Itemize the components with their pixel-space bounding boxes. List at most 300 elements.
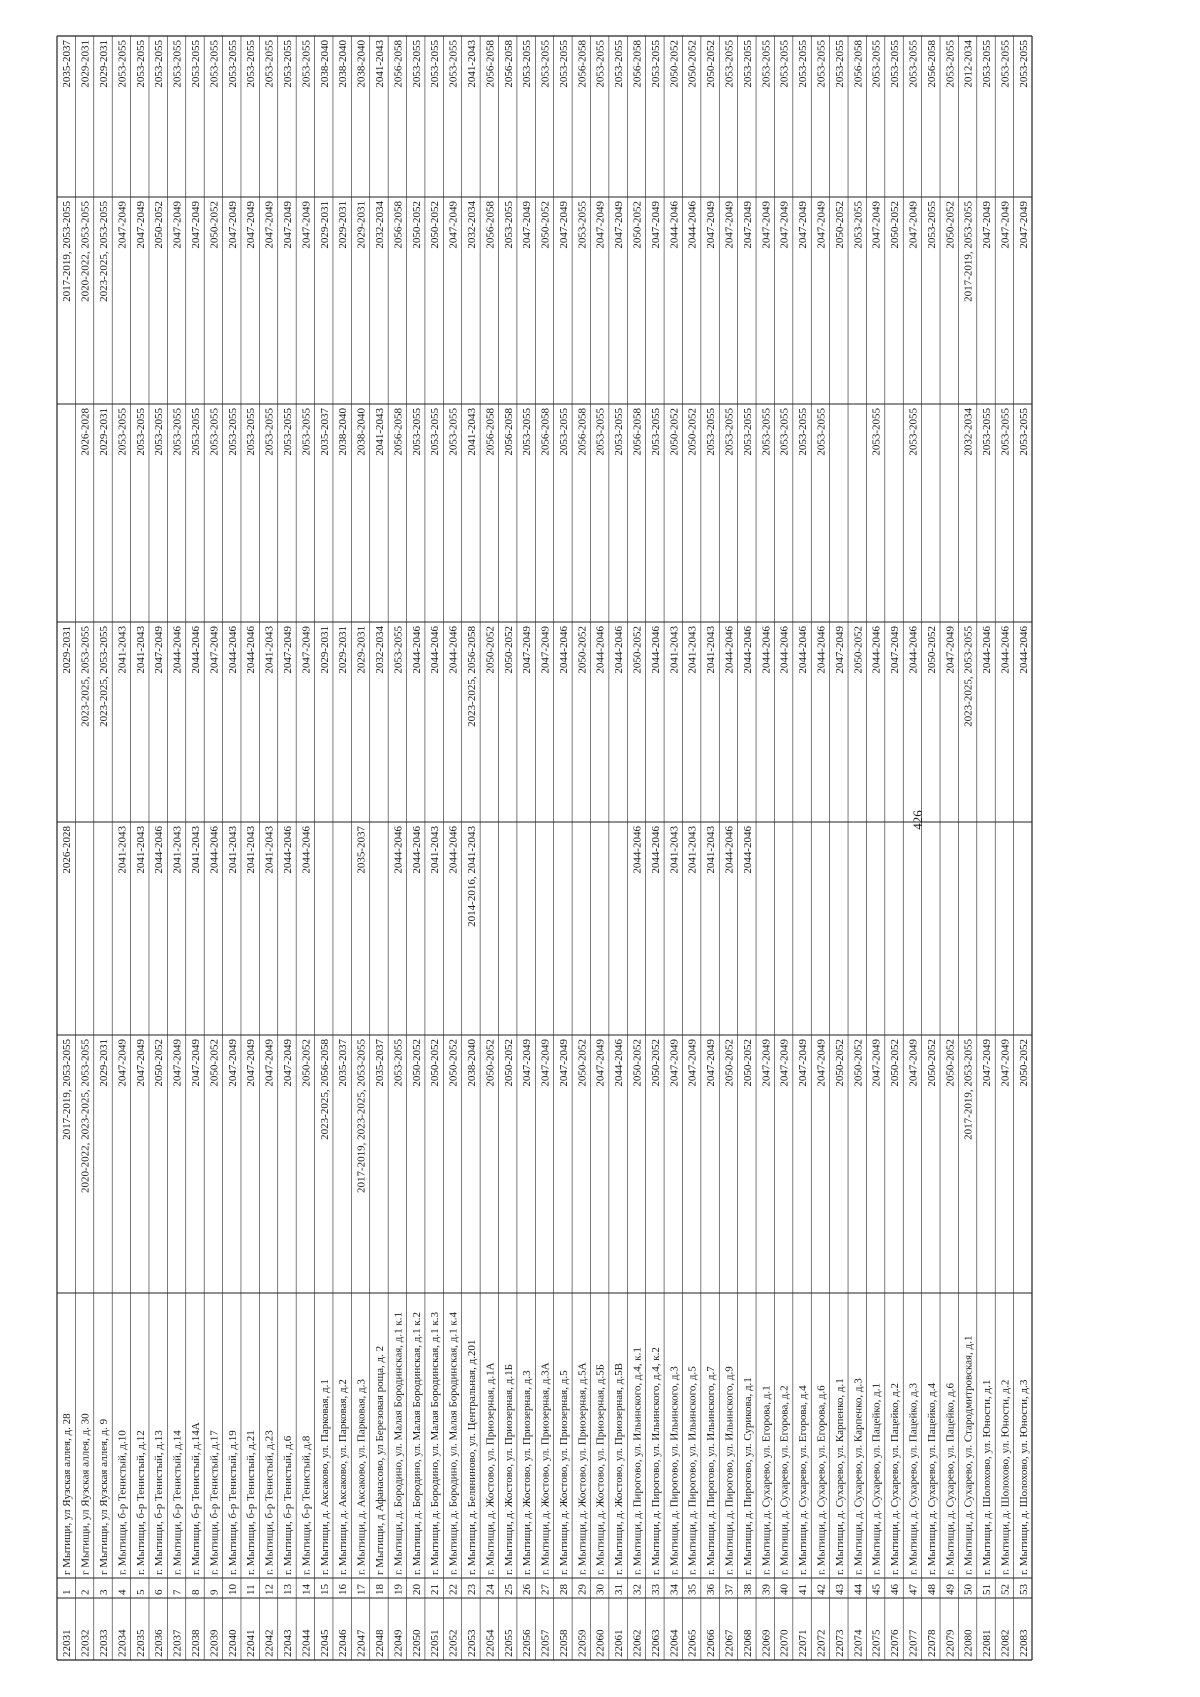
table-cell: 2047-2049 xyxy=(116,201,129,249)
table-cell: г. Мытищи, д. Сухарево, ул. Карпенко, д.1 xyxy=(833,1378,846,1575)
table-cell: 2053-2055 xyxy=(613,408,626,456)
table-cell: 22033 xyxy=(98,1629,110,1657)
table-cell: 2047-2049 xyxy=(116,1039,129,1087)
table-cell: 2053-2055 xyxy=(521,40,534,88)
table-cell: 2056-2058 xyxy=(484,40,497,88)
table-cell: 2029-2031 xyxy=(318,201,331,249)
table-cell: г. Мытищи, б-р Тенистый, д.14А xyxy=(190,1422,202,1575)
table-cell: 22064 xyxy=(668,1629,681,1657)
table-cell: 2056-2058 xyxy=(576,408,589,456)
table-cell: 2041-2043 xyxy=(116,826,129,874)
table-cell: 22041 xyxy=(245,1629,258,1657)
table-cell: г. Мытищи, д. Пирогово, ул. Ильинского, д.3 xyxy=(668,1366,681,1575)
table-cell: 2044-2046 xyxy=(631,826,644,874)
table-cell: 2053-2055 xyxy=(760,40,773,88)
table-cell: 43 xyxy=(833,1584,846,1595)
table-cell: 2044-2046 xyxy=(208,826,221,874)
table-cell: 38 xyxy=(741,1584,754,1595)
table-cell: 2047-2049 xyxy=(907,201,920,249)
table-cell: 2017-2019, 2053-2055 xyxy=(962,1039,975,1140)
table-cell: 22068 xyxy=(741,1629,754,1657)
table-cell: 22055 xyxy=(502,1629,515,1657)
table-cell: 2053-2055 xyxy=(999,40,1012,88)
table-cell: 2044-2046 xyxy=(649,626,662,674)
table-cell: 2047-2049 xyxy=(944,626,957,674)
table-cell: 2035-2037 xyxy=(61,40,74,88)
table-cell: 2053-2055 xyxy=(410,408,423,456)
table-cell: 2044-2046 xyxy=(723,826,736,874)
table-cell: 2053-2055 xyxy=(171,408,184,456)
table-cell: 30 xyxy=(594,1584,607,1595)
table-cell: г. Мытищи, б-р Тенистый, д.6 xyxy=(282,1435,294,1575)
table-cell: 2050-2052 xyxy=(484,1039,497,1087)
table-cell: 2047-2049 xyxy=(741,201,754,249)
table-cell: 2056-2058 xyxy=(392,408,405,456)
table-cell: 2050-2052 xyxy=(502,626,515,674)
table-cell: 2047-2049 xyxy=(153,626,166,674)
table-cell: 2053-2055 xyxy=(815,40,828,88)
table-cell: 2047-2049 xyxy=(263,201,276,249)
table-cell: 2056-2058 xyxy=(484,201,497,249)
table-cell: 2041-2043 xyxy=(374,408,386,456)
table-cell: 45 xyxy=(870,1584,883,1595)
table-cell: 2053-2055 xyxy=(190,408,202,456)
table-cell: 22036 xyxy=(153,1629,166,1657)
table-cell: 2050-2052 xyxy=(484,626,497,674)
table-cell: г. Мытищи, б-р Тенистый, д.10 xyxy=(116,1430,129,1575)
table-cell: 2047-2049 xyxy=(797,201,810,249)
table-cell: 2050-2052 xyxy=(153,1039,166,1087)
table-cell: 22066 xyxy=(705,1629,718,1657)
table-cell: 2053-2055 xyxy=(263,40,276,88)
table-cell: 2029-2031 xyxy=(355,201,368,249)
table-cell: 2053-2055 xyxy=(521,408,534,456)
table-cell: 35 xyxy=(686,1584,699,1595)
table-cell: 2029-2031 xyxy=(337,201,350,249)
table-cell: 2053-2055 xyxy=(870,408,883,456)
table-cell: 2056-2058 xyxy=(502,408,515,456)
table-cell: г. Мытищи, д. Жостово, ул. Приозерная, д.5 xyxy=(557,1370,570,1575)
table-cell: 2047-2049 xyxy=(981,1039,994,1087)
table-cell: г. Мытищи, д. Пирогово, ул. Ильинского, д.4, к.2 xyxy=(649,1347,662,1575)
table-cell: г. Мытищи, б-р Тенистый, д.21 xyxy=(245,1430,258,1575)
table-cell: 2044-2046 xyxy=(429,626,442,674)
page-number: 426 xyxy=(910,810,925,830)
table-cell: 2053-2055 xyxy=(649,408,662,456)
table-cell: 1 xyxy=(61,1589,74,1595)
table-cell: 2053-2055 xyxy=(833,40,846,88)
table-cell: 2053-2055 xyxy=(447,40,460,88)
table-cell: 2050-2052 xyxy=(668,40,681,88)
table-cell: 2035-2037 xyxy=(318,408,331,456)
table-cell: 2050-2052 xyxy=(631,626,644,674)
table-cell: 4 xyxy=(116,1589,129,1595)
table-cell: 2029-2031 xyxy=(318,626,331,674)
table-cell: 2029-2031 xyxy=(61,626,74,674)
table-cell: 2047-2049 xyxy=(686,1039,699,1087)
table-cell: 2053-2055 xyxy=(1017,408,1030,456)
table-cell: г. Мытищи, д. Жостово, ул. Приозерная, д.5В xyxy=(613,1363,626,1575)
table-cell: 2044-2046 xyxy=(686,201,699,249)
table-cell: 2053-2055 xyxy=(760,408,773,456)
table-cell: 2053-2055 xyxy=(797,408,810,456)
table-cell: г. Мытищи, д. Пирогово, ул. Ильинского, д.5 xyxy=(686,1366,699,1575)
table-cell: 2047-2049 xyxy=(282,626,294,674)
table-cell: г. Мытищи, д. Шолохово, ул. Юности, д.1 xyxy=(981,1379,994,1575)
table-cell: 53 xyxy=(1017,1584,1030,1595)
table-cell: 22043 xyxy=(282,1629,294,1657)
table-cell: 2017-2019, 2053-2055 xyxy=(61,1039,74,1140)
table-cell: 2053-2055 xyxy=(392,1039,405,1087)
table-cell: 2038-2040 xyxy=(355,408,368,456)
table-cell: 22076 xyxy=(889,1629,902,1657)
table-cell: 2041-2043 xyxy=(686,626,699,674)
table-cell: 2044-2046 xyxy=(797,626,810,674)
table-cell: г. Мытищи, д. Сухарево, ул. Карпенко, д.3 xyxy=(852,1378,865,1575)
table-cell: 2047-2049 xyxy=(613,201,626,249)
table-cell: 2053-2055 xyxy=(870,40,883,88)
table-cell: 2044-2046 xyxy=(815,626,828,674)
table-cell: г. Мытищи, д. Жостово, ул. Приозерная, д.5Б xyxy=(594,1364,607,1575)
table-cell: 16 xyxy=(337,1584,350,1595)
table-cell: 17 xyxy=(355,1584,368,1595)
table-cell: 22083 xyxy=(1017,1629,1030,1657)
table-cell: 2044-2046 xyxy=(741,626,754,674)
table-cell: 22067 xyxy=(723,1629,736,1657)
table-cell: 2053-2055 xyxy=(723,408,736,456)
table-cell: 26 xyxy=(521,1584,534,1595)
table-cell: 18 xyxy=(374,1584,386,1595)
table-cell: 2047-2049 xyxy=(999,201,1012,249)
table-cell: 2041-2043 xyxy=(668,826,681,874)
table-cell: 22062 xyxy=(631,1629,644,1657)
table-cell: 2047-2049 xyxy=(521,626,534,674)
table-cell: 2053-2055 xyxy=(300,40,313,88)
table-cell: 2047-2049 xyxy=(190,1039,202,1087)
table-cell: 2053-2055 xyxy=(907,408,920,456)
table-cell: 44 xyxy=(852,1584,865,1595)
table-cell: 2053-2055 xyxy=(778,408,791,456)
table-cell: 2056-2058 xyxy=(925,40,938,88)
table-cell: 2053-2055 xyxy=(263,408,276,456)
table-cell: 2050-2052 xyxy=(576,1039,589,1087)
table-cell: 2047-2049 xyxy=(447,201,460,249)
table-cell: 2041-2043 xyxy=(134,826,147,874)
table-cell: г. Мытищи, д. Сухарево, ул. Егорова, д.6 xyxy=(815,1385,828,1575)
table-cell: 2056-2058 xyxy=(392,201,405,249)
table-cell: 2053-2055 xyxy=(392,626,405,674)
table-cell: 2047-2049 xyxy=(282,1039,294,1087)
table-cell: 2044-2046 xyxy=(447,626,460,674)
table-cell: 46 xyxy=(889,1584,902,1595)
table-cell: г. Мытищи, д. Жостово, ул. Приозерная, д.3А xyxy=(539,1362,552,1575)
table-cell: 2047-2049 xyxy=(226,1039,239,1087)
table-cell: 2017-2019, 2053-2055 xyxy=(962,201,975,302)
table-cell: 2053-2055 xyxy=(705,408,718,456)
table-cell: г. Мытищи, д. Аксаково, ул. Парковая, д.1 xyxy=(318,1379,331,1575)
table-cell: 2047-2049 xyxy=(833,626,846,674)
table-cell: 2047-2049 xyxy=(723,201,736,249)
table-cell: г. Мытищи, д. Бородино, ул. Малая Бородинская, д.1 к.1 xyxy=(392,1312,405,1575)
table-cell: 2041-2043 xyxy=(245,826,258,874)
table-cell: 2050-2052 xyxy=(153,201,166,249)
table-cell: 2050-2052 xyxy=(300,1039,313,1087)
table-cell: 8 xyxy=(190,1589,202,1595)
table-cell: 2053-2055 xyxy=(171,40,184,88)
table-cell: 2029-2031 xyxy=(98,408,110,456)
table-cell: 22042 xyxy=(263,1629,276,1657)
table-cell: г. Мытищи, д. Жостово, ул. Приозерная, д.3 xyxy=(521,1370,534,1575)
table-cell: 2053-2055 xyxy=(576,201,589,249)
table-cell: 2041-2043 xyxy=(466,408,478,456)
table-cell: 2047-2049 xyxy=(300,201,313,249)
table-cell: 2050-2052 xyxy=(925,626,938,674)
table-cell: 22051 xyxy=(429,1629,442,1657)
table-cell: 2017-2019, 2023-2025, 2053-2055 xyxy=(355,1039,368,1193)
table-cell: 2056-2058 xyxy=(502,40,515,88)
table-cell: 2020-2022, 2053-2055 xyxy=(79,201,92,302)
table-cell: 34 xyxy=(668,1584,681,1595)
table-cell: 2047-2049 xyxy=(134,1039,147,1087)
table-cell: г. Мытищи, д. Сухарево, ул. Пацейко, д.4 xyxy=(925,1382,938,1575)
table-cell: 2044-2046 xyxy=(226,626,239,674)
table-cell: 2047-2049 xyxy=(226,201,239,249)
table-cell: 22032 xyxy=(79,1629,92,1657)
table-cell: 2050-2052 xyxy=(705,40,718,88)
table-cell: 2014-2016, 2041-2043 xyxy=(466,826,478,927)
table-cell: 24 xyxy=(484,1584,497,1595)
table-cell: 2050-2052 xyxy=(410,201,423,249)
table-cell: 2053-2055 xyxy=(613,40,626,88)
table-cell: 2044-2046 xyxy=(778,626,791,674)
table-cell: г. Мытищи, д. Бородино, ул. Малая Бородинская, д.1 к.2 xyxy=(410,1312,423,1575)
table-cell: 2044-2046 xyxy=(870,626,883,674)
table-cell: 22044 xyxy=(300,1629,313,1657)
table-cell: 2044-2046 xyxy=(190,626,202,674)
table-cell: 2 xyxy=(79,1589,92,1595)
table-cell: 2044-2046 xyxy=(282,826,294,874)
table-cell: 2038-2040 xyxy=(355,40,368,88)
table-cell: 22079 xyxy=(944,1629,957,1657)
table-cell: 42 xyxy=(815,1584,828,1595)
table-cell: 2044-2046 xyxy=(300,826,313,874)
table-cell: г. Мытищи, д. Беляниново, ул. Центральная, д.201 xyxy=(466,1339,478,1575)
table-cell: 6 xyxy=(153,1589,166,1595)
table-cell: г. Мытищи, д. Сухарево, ул. Пацейко, д.3 xyxy=(907,1382,920,1575)
table-cell: 22034 xyxy=(116,1629,129,1657)
table-cell: г. Мытищи, д. Сухарево, ул. Егорова, д.1 xyxy=(760,1385,773,1575)
table-cell: г. Мытищи, д. Пирогово, ул. Ильинского, д.7 xyxy=(705,1366,718,1575)
table-cell: 2029-2031 xyxy=(79,40,92,88)
table-cell: 2050-2052 xyxy=(631,1039,644,1087)
table-cell: г Мытищи, ул Яузская аллея, д. 9 xyxy=(98,1418,110,1575)
table-cell: г Мытищи, ул Яузская аллея, д. 28 xyxy=(61,1413,74,1575)
table-cell: 2047-2049 xyxy=(539,626,552,674)
table-cell: 2041-2043 xyxy=(686,826,699,874)
table-cell: 2053-2055 xyxy=(282,40,294,88)
table-cell: 22074 xyxy=(852,1629,865,1657)
table-cell: 2047-2049 xyxy=(539,1039,552,1087)
table-cell: 2047-2049 xyxy=(778,201,791,249)
table-cell: г. Мытищи, д. Пирогово, ул. Ильинского, д.4, к.1 xyxy=(631,1347,644,1575)
table-cell: 2047-2049 xyxy=(705,201,718,249)
table-cell: 2041-2043 xyxy=(263,826,276,874)
table-cell: 2050-2052 xyxy=(889,201,902,249)
table-cell: 2053-2055 xyxy=(447,408,460,456)
table-cell: 2053-2055 xyxy=(245,408,258,456)
table-cell: г. Мытищи, д. Сухарево, ул. Егорова, д.2 xyxy=(778,1385,791,1575)
table-cell: 2050-2052 xyxy=(649,1039,662,1087)
table-cell: 22061 xyxy=(613,1629,626,1657)
table-cell: 50 xyxy=(962,1584,975,1595)
table-cell: 37 xyxy=(723,1584,736,1595)
table-cell: 2020-2022, 2023-2025, 2053-2055 xyxy=(79,1039,92,1193)
table-cell: 2044-2046 xyxy=(410,626,423,674)
table-cell: 2044-2046 xyxy=(760,626,773,674)
table-cell: г. Мытищи, д. Шолохово, ул. Юности, д.2 xyxy=(999,1379,1012,1575)
table-cell: 2047-2049 xyxy=(300,626,313,674)
table-cell: г. Мытищи, б-р Тенистый, д.8 xyxy=(300,1435,313,1575)
table-cell: 2053-2055 xyxy=(649,40,662,88)
table-cell: 2053-2055 xyxy=(944,40,957,88)
table-cell: 22037 xyxy=(171,1629,184,1657)
table-cell: 2041-2043 xyxy=(226,826,239,874)
table-cell: 2053-2055 xyxy=(907,40,920,88)
table-cell: 2053-2055 xyxy=(226,408,239,456)
table-cell: 2050-2052 xyxy=(723,1039,736,1087)
table-cell: 22080 xyxy=(962,1629,975,1657)
table-cell: 22077 xyxy=(907,1629,920,1657)
table-cell: 2032-2034 xyxy=(962,408,975,456)
table-cell: 2032-2034 xyxy=(374,626,386,674)
table-cell: 22073 xyxy=(833,1629,846,1657)
table-cell: 2047-2049 xyxy=(870,1039,883,1087)
table-cell: 2047-2049 xyxy=(649,201,662,249)
table-cell: 2053-2055 xyxy=(815,408,828,456)
table-cell: 2050-2052 xyxy=(447,1039,460,1087)
table-cell: 22058 xyxy=(557,1629,570,1657)
table-cell: 2044-2046 xyxy=(1017,626,1030,674)
table-cell: 2050-2052 xyxy=(668,408,681,456)
table-cell: г. Мытищи, д. Жостово, ул. Приозерная, д.1А xyxy=(484,1362,497,1575)
table-cell: 2053-2055 xyxy=(208,408,221,456)
table-cell: 2050-2052 xyxy=(686,408,699,456)
table-cell: г. Мытищи, б-р Тенистый, д.12 xyxy=(134,1430,147,1575)
table-cell: 2026-2028 xyxy=(61,826,74,874)
table-cell: 10 xyxy=(226,1584,239,1595)
table-cell: 2023-2025, 2056-2058 xyxy=(466,626,478,727)
table-cell: 2035-2037 xyxy=(374,1039,386,1087)
table-cell: 2056-2058 xyxy=(631,408,644,456)
table-cell: 2047-2049 xyxy=(521,1039,534,1087)
table-cell: 2050-2052 xyxy=(833,201,846,249)
table-cell: 2050-2052 xyxy=(208,201,221,249)
table-cell: 2044-2046 xyxy=(153,826,166,874)
table-cell: 22046 xyxy=(337,1629,350,1657)
table-cell: г. Мытищи, д. Пирогово, ул. Сурикова, д.1 xyxy=(741,1377,754,1575)
table-cell: 2044-2046 xyxy=(447,826,460,874)
table-cell: 5 xyxy=(134,1589,147,1595)
table-cell: 2053-2055 xyxy=(153,40,166,88)
table-cell: 22056 xyxy=(521,1629,534,1657)
table-cell: 22060 xyxy=(594,1629,607,1657)
table-cell: 2053-2055 xyxy=(153,408,166,456)
table-cell: 21 xyxy=(429,1584,442,1595)
table-cell: 2038-2040 xyxy=(466,1039,478,1087)
table-cell: 2044-2046 xyxy=(741,826,754,874)
table-cell: 2047-2049 xyxy=(668,1039,681,1087)
table-cell: 2047-2049 xyxy=(171,1039,184,1087)
table-cell: 2050-2052 xyxy=(852,626,865,674)
table-cell: 2053-2055 xyxy=(245,40,258,88)
table-cell: 2050-2052 xyxy=(502,1039,515,1087)
table-cell: 2047-2049 xyxy=(134,201,147,249)
table-cell: 2053-2055 xyxy=(300,408,313,456)
table-cell: 22047 xyxy=(355,1629,368,1657)
table-cell: 2053-2055 xyxy=(410,40,423,88)
table-cell: 2044-2046 xyxy=(907,626,920,674)
table-cell: 2053-2055 xyxy=(429,408,442,456)
table-cell: 32 xyxy=(631,1584,644,1595)
table-cell: 2047-2049 xyxy=(594,1039,607,1087)
table-cell: 22052 xyxy=(447,1629,460,1657)
table-cell: 22 xyxy=(447,1584,460,1595)
table-cell: 2047-2049 xyxy=(705,1039,718,1087)
table-cell: 2041-2043 xyxy=(668,626,681,674)
table-cell: 2053-2055 xyxy=(502,201,515,249)
table-cell: 2050-2052 xyxy=(944,1039,957,1087)
table-cell: 2050-2052 xyxy=(833,1039,846,1087)
table-cell: 2053-2055 xyxy=(557,40,570,88)
table-cell: 2053-2055 xyxy=(594,408,607,456)
table-cell: 22049 xyxy=(392,1629,405,1657)
table-cell: 2053-2055 xyxy=(116,40,129,88)
table-cell: 25 xyxy=(502,1584,515,1595)
table-cell: 2044-2046 xyxy=(649,826,662,874)
table-cell: г. Мытищи, б-р Тенистый, д.23 xyxy=(263,1430,276,1575)
table-cell: 2041-2043 xyxy=(116,626,129,674)
table-cell: 2047-2049 xyxy=(815,1039,828,1087)
table-cell: 2053-2055 xyxy=(226,40,239,88)
table-cell: 2012-2034 xyxy=(962,40,975,88)
table-cell: 2044-2046 xyxy=(613,626,626,674)
table-cell: г. Мытищи, д. Пирогово, ул. Ильинского, д.9 xyxy=(723,1366,736,1575)
table-cell: 2050-2052 xyxy=(1017,1039,1030,1087)
table-cell: 29 xyxy=(576,1584,589,1595)
table-cell: 19 xyxy=(392,1584,405,1595)
table-cell: 2044-2046 xyxy=(171,626,184,674)
table-cell: 39 xyxy=(760,1584,773,1595)
table-cell: 48 xyxy=(925,1584,938,1595)
table-cell: 22069 xyxy=(760,1629,773,1657)
table-cell: 2047-2049 xyxy=(981,201,994,249)
table-cell: 2044-2046 xyxy=(594,626,607,674)
table-cell: 2047-2049 xyxy=(778,1039,791,1087)
table-cell: 22045 xyxy=(318,1629,331,1657)
table-cell: г. Мытищи, д. Аксаково, ул. Парковая, д.2 xyxy=(337,1379,350,1575)
table-cell: 2029-2031 xyxy=(98,40,110,88)
table-cell: 2044-2046 xyxy=(245,626,258,674)
table-cell: 2029-2031 xyxy=(337,626,350,674)
table-cell: 22048 xyxy=(374,1629,386,1657)
table-cell: 2041-2043 xyxy=(171,826,184,874)
table-cell: 2050-2052 xyxy=(889,1039,902,1087)
table-cell: 2038-2040 xyxy=(337,40,350,88)
table-cell: 2023-2025, 2053-2055 xyxy=(98,201,110,302)
table-cell: 2053-2055 xyxy=(852,201,865,249)
table-cell: 22078 xyxy=(925,1629,938,1657)
table-cell: 20 xyxy=(410,1584,423,1595)
